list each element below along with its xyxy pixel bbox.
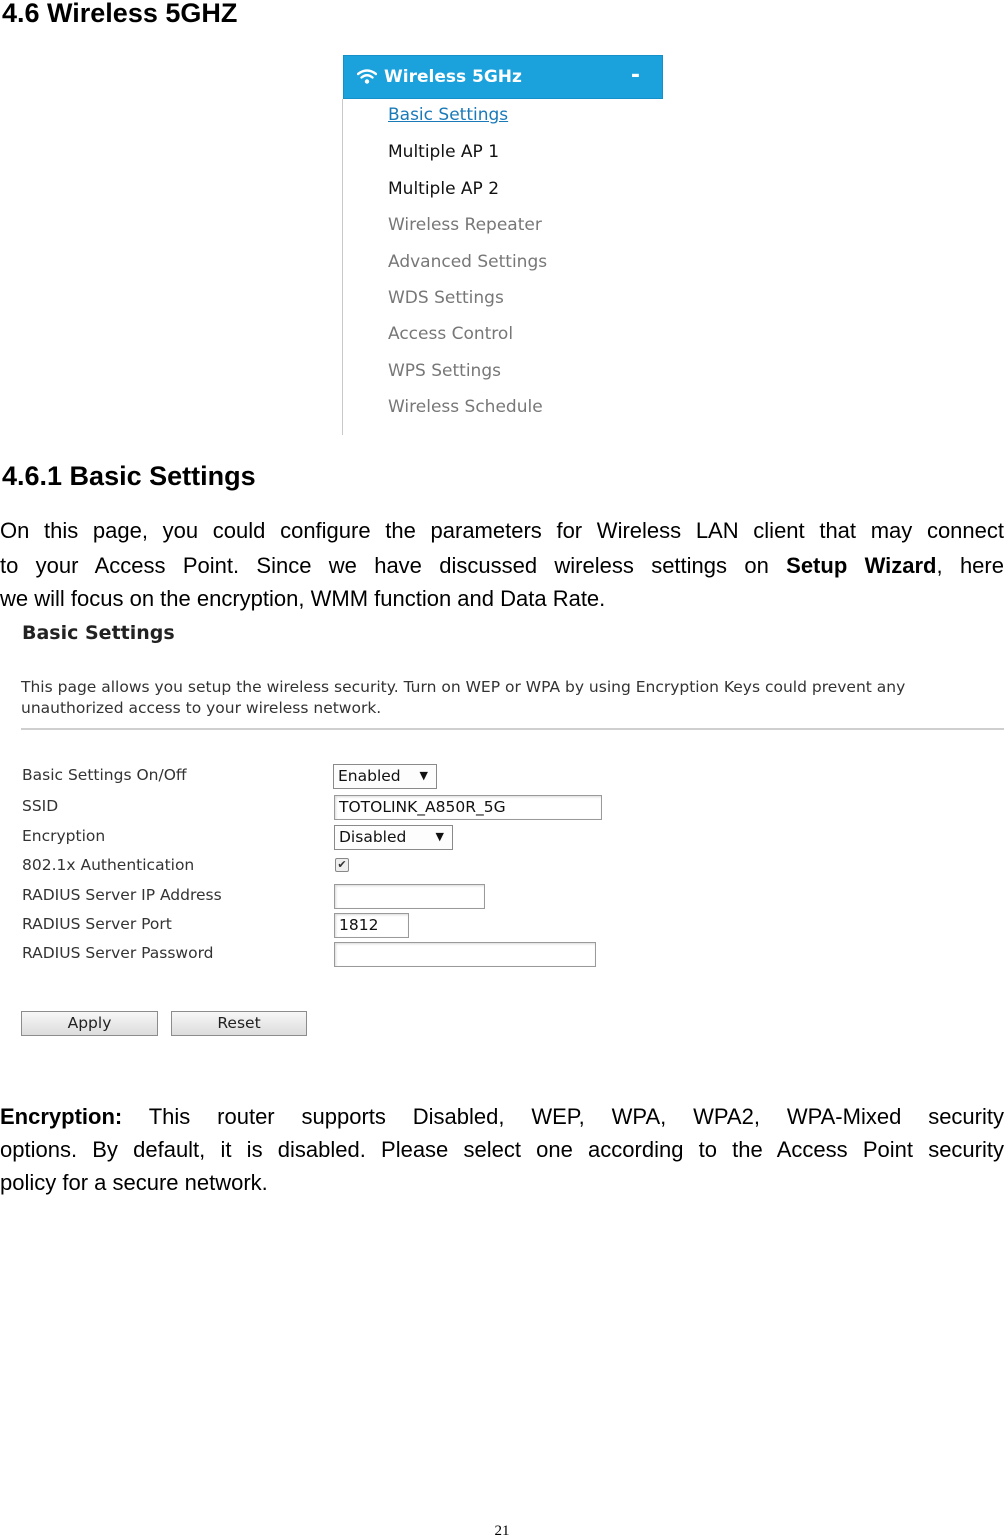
onoff-select[interactable]: Enabled ▼	[333, 764, 437, 789]
encryption-line-2: options. By default, it is disabled. Please select one according to the Access Point security	[0, 1137, 1004, 1162]
wifi-icon	[357, 68, 377, 89]
ssid-input[interactable]: TOTOLINK_A850R_5G	[334, 795, 602, 820]
encryption-select[interactable]: Disabled ▼	[334, 825, 453, 850]
radius-port-input[interactable]: 1812	[334, 913, 409, 938]
menu-item-multiple-ap-2[interactable]: Multiple AP 2	[388, 179, 500, 199]
auth-label: 802.1x Authentication	[22, 856, 195, 874]
radius-password-label: RADIUS Server Password	[22, 944, 214, 962]
apply-button[interactable]: Apply	[21, 1011, 158, 1036]
encryption-line-3: policy for a secure network.	[0, 1170, 268, 1195]
encryption-label: Encryption	[22, 827, 106, 845]
menu-header[interactable]	[343, 55, 663, 99]
ssid-label: SSID	[22, 797, 59, 815]
intro-line-1: On this page, you could configure the parameters for Wireless LAN client that may connect	[0, 518, 1004, 543]
basic-settings-form	[14, 618, 1004, 1048]
dropdown-arrow-icon: ▼	[435, 830, 444, 843]
dropdown-arrow-icon: ▼	[419, 769, 428, 782]
menu-header-title: Wireless 5GHz	[384, 67, 522, 87]
form-divider	[21, 728, 1004, 730]
onoff-label: Basic Settings On/Off	[22, 766, 187, 784]
subsection-heading: 4.6.1 Basic Settings	[2, 461, 256, 491]
form-description: This page allows you setup the wireless security. Turn on WEP or WPA by using Encryption Keys could prevent any unauthorized access to your wireless network.	[21, 678, 906, 717]
menu-item-access-control[interactable]: Access Control	[388, 324, 514, 344]
menu-item-wds-settings[interactable]: WDS Settings	[388, 288, 504, 308]
menu-item-wps-settings[interactable]: WPS Settings	[388, 361, 501, 381]
menu-divider	[342, 99, 343, 435]
menu-item-basic-settings[interactable]: Basic Settings	[388, 105, 509, 125]
intro-line-2: to your Access Point. Since we have discussed wireless settings on Setup Wizard, here	[0, 553, 1004, 578]
radius-ip-input[interactable]	[334, 884, 485, 909]
radius-port-label: RADIUS Server Port	[22, 915, 172, 933]
intro-line-3: we will focus on the encryption, WMM function and Data Rate.	[0, 586, 606, 611]
radius-ip-label: RADIUS Server IP Address	[22, 886, 222, 904]
section-heading: 4.6 Wireless 5GHZ	[2, 0, 238, 28]
radius-password-input[interactable]	[334, 942, 596, 967]
encryption-line-1: Encryption: This router supports Disabled, WEP, WPA, WPA2, WPA-Mixed security	[0, 1104, 1004, 1129]
page-number: 21	[494, 1523, 510, 1539]
menu-item-multiple-ap-1[interactable]: Multiple AP 1	[388, 142, 500, 162]
auth-checkbox[interactable]: ✔	[335, 858, 349, 872]
collapse-icon[interactable]: -	[630, 63, 640, 88]
reset-button[interactable]: Reset	[171, 1011, 307, 1036]
menu-item-advanced-settings[interactable]: Advanced Settings	[388, 252, 548, 272]
menu-item-wireless-repeater[interactable]: Wireless Repeater	[388, 215, 542, 235]
menu-item-wireless-schedule[interactable]: Wireless Schedule	[388, 397, 543, 417]
wireless-5ghz-menu	[342, 53, 663, 435]
form-title: Basic Settings	[22, 622, 175, 644]
